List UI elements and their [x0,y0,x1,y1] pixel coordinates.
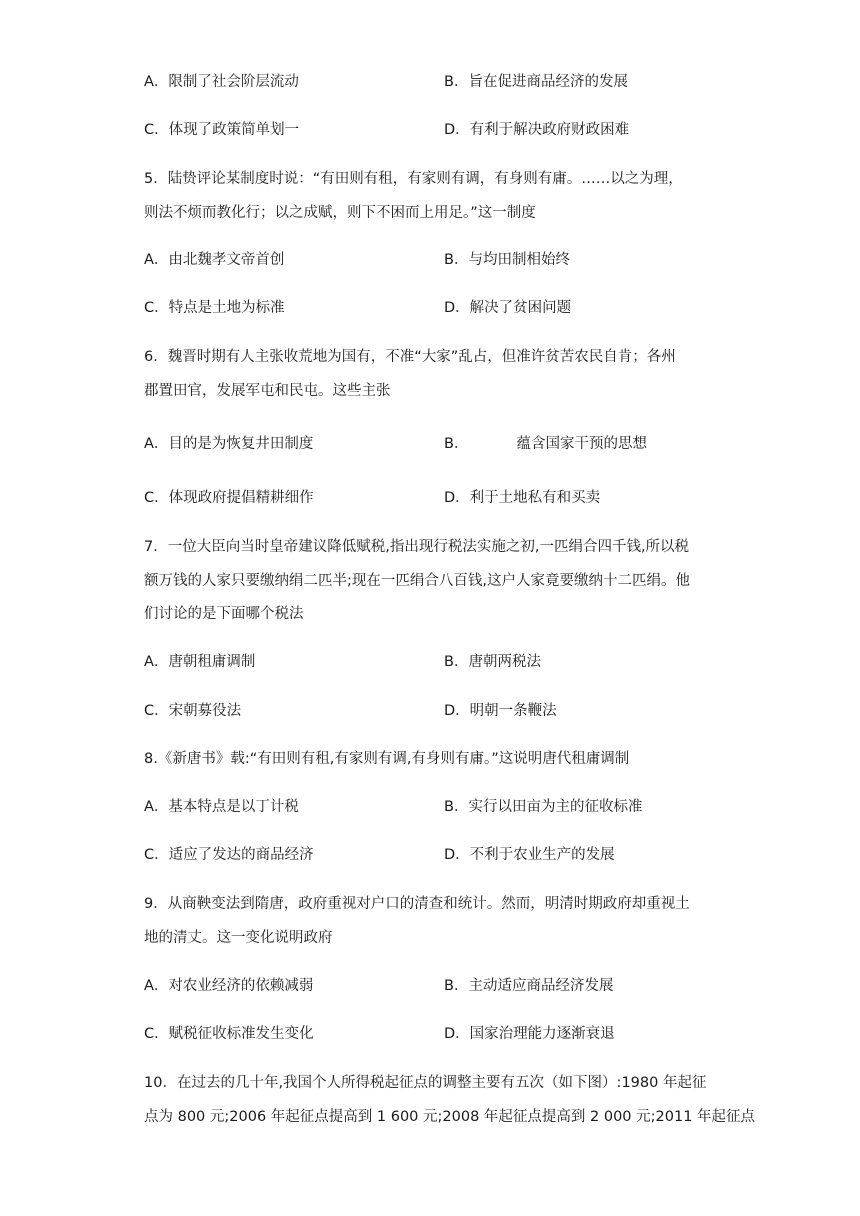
q6-option-b [444,432,647,456]
q8-option-c: C．适应了发达的商品经济 [144,847,314,863]
q4-option-d: D．有利于解决政府财政困难 [444,122,630,138]
q5-option-d: D．解决了贫困问题 [444,300,572,316]
q9-options-row-2 [144,1022,724,1046]
q5-option-a: A．由北魏孝文帝首创 [144,252,285,268]
q5-options-row-1 [144,248,724,272]
q10-stem-line-1: 10．在过去的几十年,我国个人所得税起征点的调整主要有五次（如下图）:1980 年起征 [144,1075,707,1091]
q6-options-row-1 [144,432,724,456]
q7-stem-line-1: 7．一位大臣向当时皇帝建议降低赋税,指出现行税法实施之初,一匹绢合四千钱,所以税 [144,539,690,555]
q4-option-a: A．限制了社会阶层流动 [144,74,299,90]
q8-options-row-2 [144,843,724,867]
q7-option-d: D．明朝一条鞭法 [444,703,557,719]
q7-stem-line-2: 额万钱的人家只要缴纳绢二匹半;现在一匹绢合八百钱,这户人家竟要缴纳十二匹绢。他 [144,573,690,589]
q6-stem-line-1: 6．魏晋时期有人主张收荒地为国有，不准“大家”乱占，但准许贫苦农民自肯；各州 [144,349,676,365]
q9-option-d: D．国家治理能力逐渐衰退 [444,1026,615,1042]
q9-options-row-1 [144,974,724,998]
q9-option-b: B．主动适应商品经济发展 [444,978,614,994]
q5-option-c: C．特点是土地为标准 [144,300,285,316]
q6-options-row-2 [144,486,724,510]
q6-option-a: A．目的是为恢复井田制度 [144,436,314,452]
q8-option-a: A．基本特点是以丁计税 [144,799,299,815]
q10-stem-line-2: 点为 800 元;2006 年起征点提高到 1 600 元;2008 年起征点提高到 2 000 元;2011 年起征点 [144,1109,756,1125]
q6-option-b-text: 蕴含国家干预的思想 [516,436,647,452]
q9-option-c: C．赋税征收标准发生变化 [144,1026,314,1042]
q7-options-row-2 [144,699,724,723]
q6-option-b-letter: B． [444,436,469,452]
q4-options-row-2 [144,118,724,142]
q4-option-c: C．体现了政策简单划一 [144,122,300,138]
q6-option-d: D．利于土地私有和买卖 [444,490,601,506]
q7-option-a: A．唐朝租庸调制 [144,654,256,670]
q6-stem-line-2: 郡置田官，发展军屯和民屯。这些主张 [144,383,391,399]
q9-stem-line-2: 地的清丈。这一变化说明政府 [144,930,333,946]
q5-stem-line-2: 则法不烦而教化行；以之成赋，则下不困而上用足。”这一制度 [144,205,536,221]
q8-stem-line-1: 8.《新唐书》载:“有田则有租,有家则有调,有身则有庸。”这说明唐代租庸调制 [144,751,630,767]
q9-stem-line-1: 9．从商鞅变法到隋唐，政府重视对户口的清查和统计。然而，明清时期政府却重视土 [144,896,690,912]
q8-options-row-1 [144,795,724,819]
q8-option-d: D．不利于农业生产的发展 [444,847,615,863]
q7-stem-line-3: 们讨论的是下面哪个税法 [144,606,304,622]
q9-option-a: A．对农业经济的依赖减弱 [144,978,314,994]
q5-option-b: B．与均田制相始终 [444,252,570,268]
q4-options-row-1 [144,70,724,94]
q7-option-c: C．宋朝募役法 [144,703,242,719]
q5-options-row-2 [144,296,724,320]
q4-option-b: B．旨在促进商品经济的发展 [444,74,628,90]
q8-option-b: B．实行以田亩为主的征收标准 [444,799,643,815]
q7-option-b: B．唐朝两税法 [444,654,541,670]
q7-options-row-1 [144,650,724,674]
q6-option-c: C．体现政府提倡精耕细作 [144,490,314,506]
q5-stem-line-1: 5．陆贽评论某制度时说：“有田则有租，有家则有调，有身则有庸。……以之为理， [144,171,683,187]
